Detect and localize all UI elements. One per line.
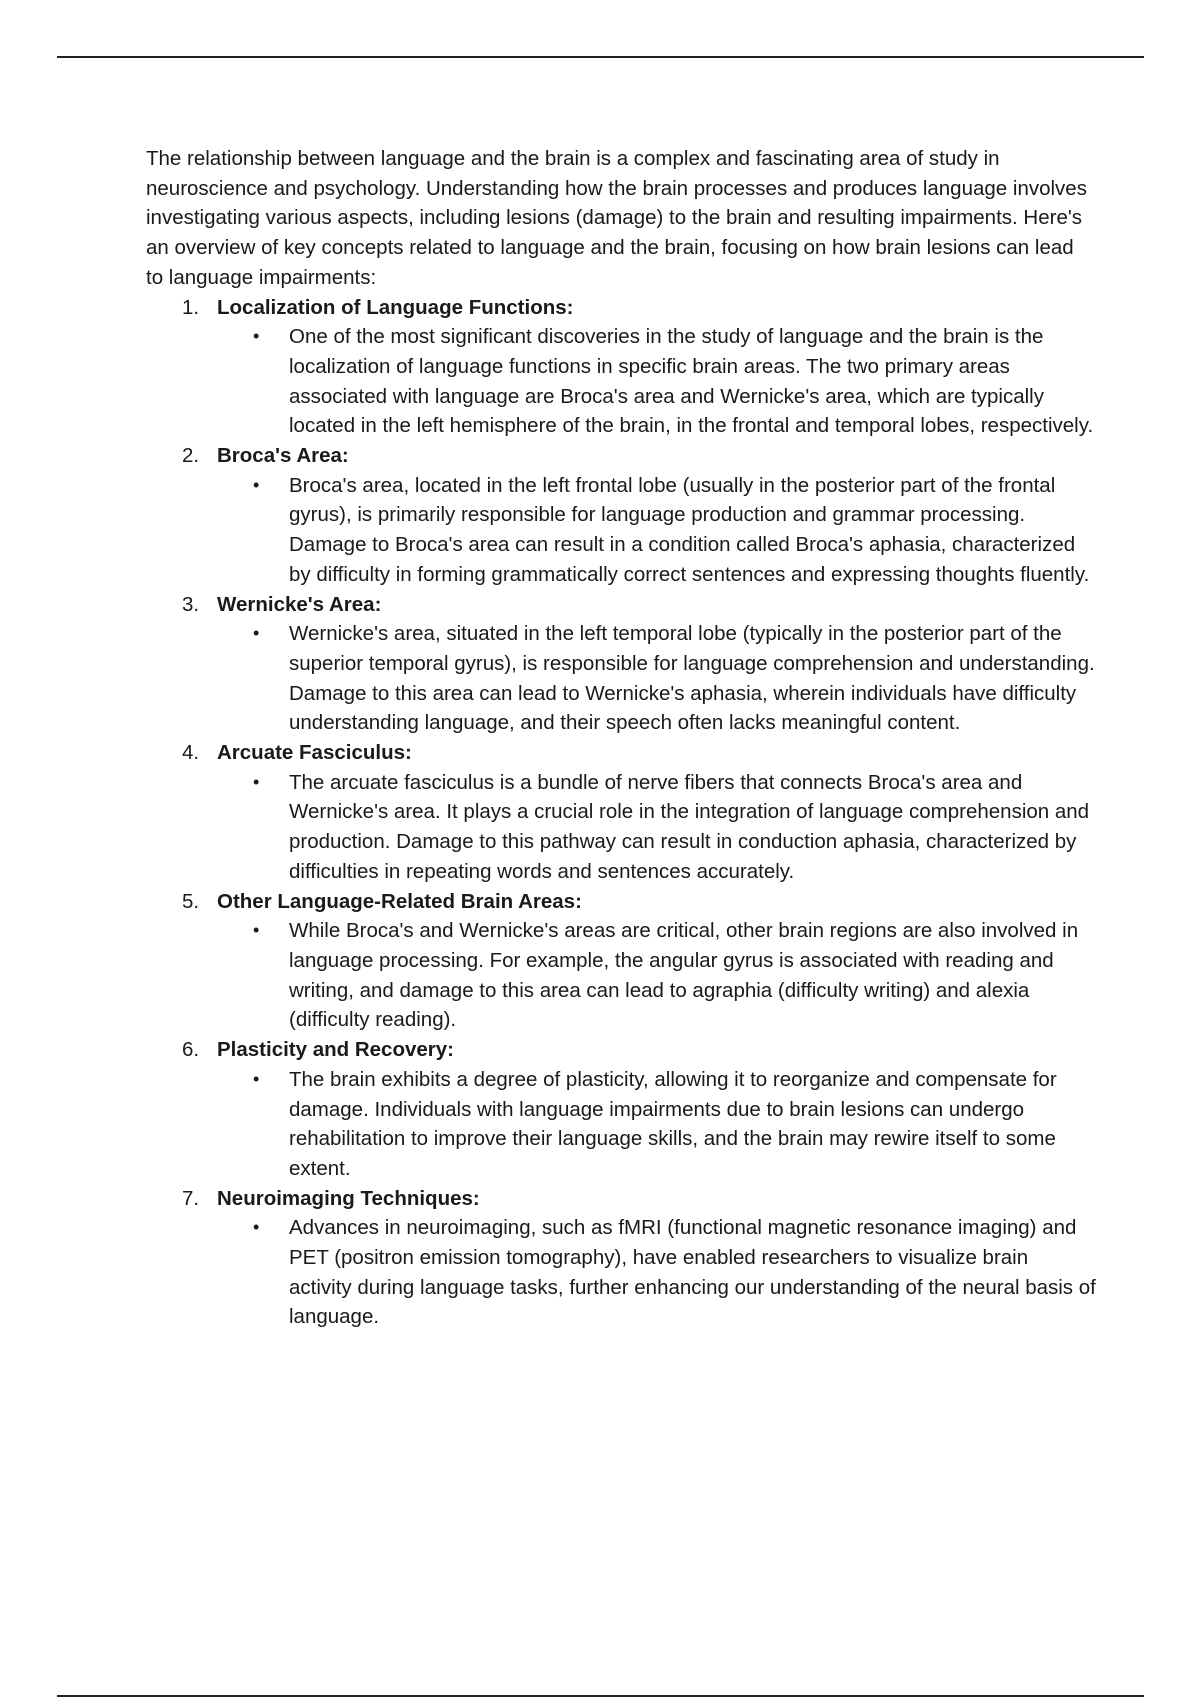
section-item	[146, 1035, 1096, 1184]
section-title: Broca's Area:	[217, 444, 349, 468]
bullet-icon: •	[253, 1217, 260, 1238]
section-item	[146, 441, 1096, 590]
section-item	[146, 1184, 1096, 1333]
bullet-text: One of the most significant discoveries in the study of language and the brain is the localization of language functions in specific brain areas. The two primary areas associated with language are Broca's area and Wernicke's area, which are typically located in the left hemisphere of the brain, in the frontal and temporal lobes, respectively.	[289, 325, 1094, 438]
bullet-icon: •	[253, 920, 260, 941]
section-title: Wernicke's Area:	[217, 592, 382, 616]
bullet-item	[217, 471, 1096, 590]
bullet-text: Wernicke's area, situated in the left temporal lobe (typically in the posterior part of the superior temporal gyrus), is responsible for language comprehension and understanding. Damage to this area can lead to Wernicke's aphasia, wherein individuals have difficulty understanding language, and their speech often lacks meaningful content.	[289, 622, 1095, 735]
bullet-text: The arcuate fasciculus is a bundle of nerve fibers that connects Broca's area and Wernicke's area. It plays a crucial role in the integration of language comprehension and production. Damage to this pathway can result in conduction aphasia, characterized by difficulties in repeating words and sentences accurately.	[289, 770, 1090, 883]
bullet-icon: •	[253, 326, 260, 347]
section-number: 5.	[182, 889, 200, 913]
section-title: Neuroimaging Techniques:	[217, 1186, 480, 1210]
bullet-text: Advances in neuroimaging, such as fMRI (functional magnetic resonance imaging) and PET (positron emission tomography), have enabled researchers to visualize brain activity during language tasks, further enhancing our understanding of the neural basis of language.	[289, 1216, 1096, 1329]
bullet-item	[217, 1213, 1096, 1332]
bullet-text: The brain exhibits a degree of plasticity, allowing it to reorganize and compensate for damage. Individuals with language impairments due to brain lesions can undergo rehabilitation to improve their language skills, and the brain may rewire itself to some extent.	[289, 1067, 1057, 1180]
intro-paragraph: The relationship between language and the brain is a complex and fascinating area of study in neuroscience and psychology. Understanding how the brain processes and produces language involves investigating various aspects, including lesions (damage) to the brain and resulting impairments. Here's an overview of key concepts related to language and the brain, focusing on how brain lesions can lead to language impairments:	[146, 147, 1087, 289]
section-item	[146, 590, 1096, 739]
bullet-list	[217, 768, 1096, 887]
bullet-item	[217, 768, 1096, 887]
bullet-list	[217, 619, 1096, 738]
bullet-item	[217, 322, 1096, 441]
bullet-list	[217, 1065, 1096, 1184]
bullet-list	[217, 322, 1096, 441]
section-number: 6.	[182, 1038, 200, 1062]
section-number: 1.	[182, 295, 200, 319]
bullet-item	[217, 619, 1096, 738]
bullet-icon: •	[253, 474, 260, 495]
bullet-list	[217, 1213, 1096, 1332]
bullet-item	[217, 916, 1096, 1035]
bullet-text: While Broca's and Wernicke's areas are critical, other brain regions are also involved in language processing. For example, the angular gyrus is associated with reading and writing, and damage to this area can lead to agraphia (difficulty writing) and alexia (difficulty reading).	[289, 919, 1079, 1032]
bullet-text: Broca's area, located in the left frontal lobe (usually in the posterior part of the frontal gyrus), is primarily responsible for language production and grammar processing. Damage to Broca's area can result in a condition called Broca's aphasia, characterized by difficulty in forming grammatically correct sentences and expressing thoughts fluently.	[289, 473, 1090, 586]
bullet-icon: •	[253, 771, 260, 792]
section-number: 3.	[182, 592, 200, 616]
bullet-icon: •	[253, 623, 260, 644]
section-list	[146, 293, 1096, 1333]
section-item	[146, 738, 1096, 887]
bullet-item	[217, 1065, 1096, 1184]
section-title: Arcuate Fasciculus:	[217, 741, 412, 765]
bullet-icon: •	[253, 1068, 260, 1089]
bullet-list	[217, 916, 1096, 1035]
section-title: Localization of Language Functions:	[217, 295, 574, 319]
section-number: 4.	[182, 741, 200, 765]
section-number: 2.	[182, 444, 200, 468]
section-item	[146, 887, 1096, 1036]
section-number: 7.	[182, 1186, 200, 1210]
document-body	[146, 144, 1096, 1332]
section-title: Plasticity and Recovery:	[217, 1038, 454, 1062]
bullet-list	[217, 471, 1096, 590]
footer-rule	[57, 1695, 1144, 1697]
header-rule	[57, 56, 1144, 58]
section-item	[146, 293, 1096, 442]
section-title: Other Language-Related Brain Areas:	[217, 889, 582, 913]
